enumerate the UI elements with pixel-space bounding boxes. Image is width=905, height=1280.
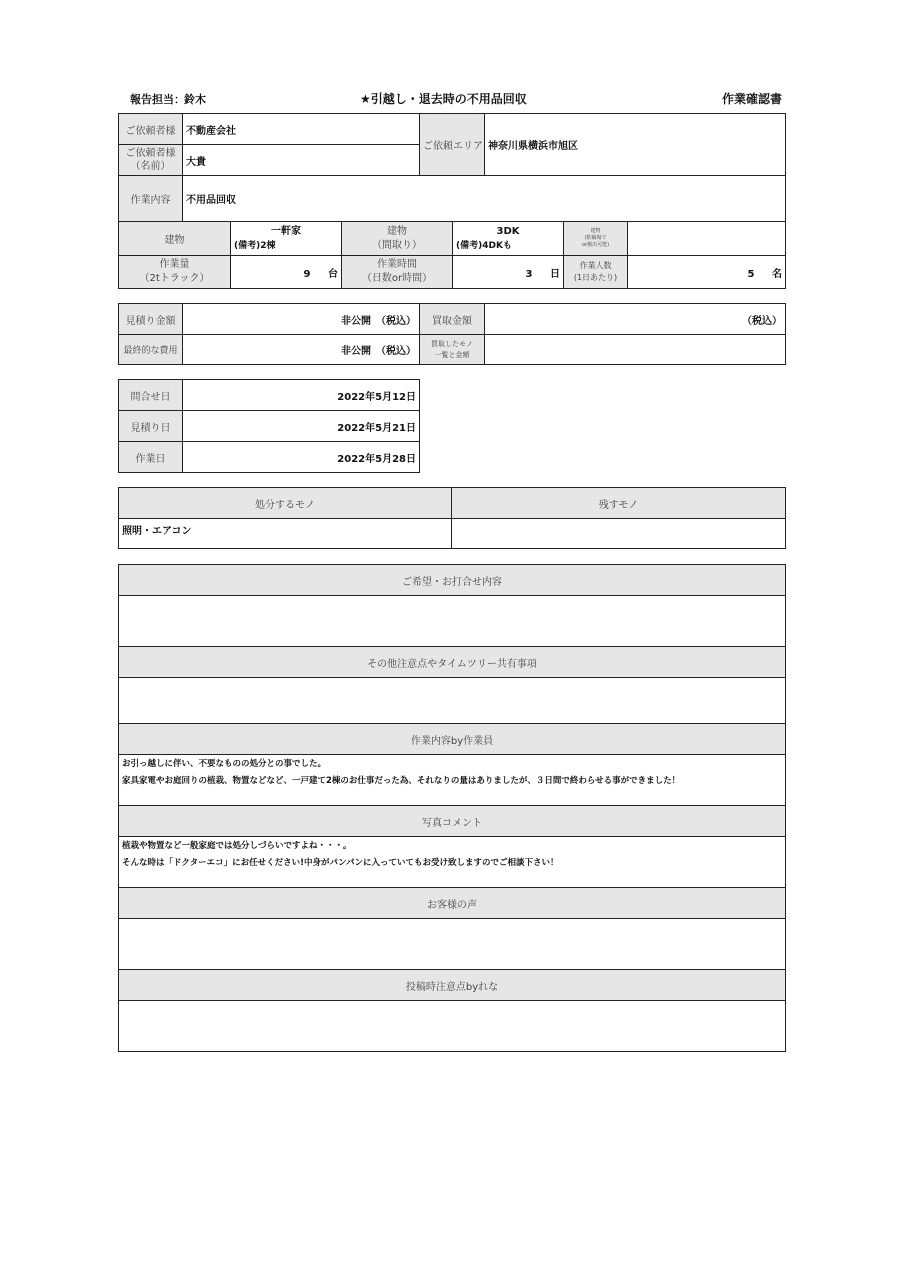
building-note: (備考)2棟 bbox=[234, 240, 276, 251]
extra-label-line3: or搬出可能) bbox=[581, 242, 610, 248]
photo-line1: 植栽や物置など一般家庭では処分しづらいですよね・・・。 bbox=[122, 841, 352, 851]
posting-body bbox=[119, 1001, 786, 1052]
volume-label bbox=[119, 256, 231, 289]
inquiry-date-label: 問合せ日 bbox=[119, 380, 183, 411]
estimate-label: 見積り金額 bbox=[119, 304, 183, 335]
staff-value: 5 bbox=[747, 268, 755, 280]
time-label bbox=[342, 256, 453, 289]
volume-unit: 台 bbox=[328, 268, 338, 280]
worker-body bbox=[119, 755, 786, 806]
reporter-label: 報告担当： bbox=[130, 93, 185, 106]
final-label: 最終的な費用 bbox=[119, 335, 183, 365]
estimate-value: 非公開 （税込） bbox=[183, 304, 420, 335]
staff-label bbox=[564, 256, 628, 289]
estimate-date-label: 見積り日 bbox=[119, 411, 183, 442]
building-type: 一軒家 bbox=[271, 225, 301, 237]
client-info-table bbox=[118, 113, 786, 222]
posting-title: 投稿時注意点byれな bbox=[119, 970, 786, 1001]
volume-label-line2: （2tトラック） bbox=[139, 273, 210, 284]
extra-label bbox=[564, 222, 628, 256]
layout-label-line1: 建物 bbox=[387, 225, 407, 237]
dates-table bbox=[118, 379, 420, 473]
layout-note: (備考)4DKも bbox=[456, 240, 512, 251]
layout-label bbox=[342, 222, 453, 256]
purchase-items-label bbox=[420, 335, 485, 365]
area-label: ご依頼エリア bbox=[420, 114, 485, 176]
worker-line1: お引っ越しに伴い、不要なものの処分との事でした。 bbox=[122, 759, 327, 769]
client-name-label bbox=[119, 145, 183, 176]
photo-title: 写真コメント bbox=[119, 806, 786, 837]
client-name-label-line1: ご依頼者様 bbox=[125, 148, 176, 159]
layout-value: 3DK bbox=[496, 225, 520, 237]
purchase-items-label-line2: 一覧と金額 bbox=[434, 350, 470, 359]
area-value: 神奈川県横浜市旭区 bbox=[485, 114, 786, 176]
client-label: ご依頼者様 bbox=[119, 114, 183, 145]
client-name-value: 大貴 bbox=[183, 145, 420, 176]
inquiry-date-value: 2022年5月12日 bbox=[183, 380, 420, 411]
layout-label-line2: （間取り） bbox=[372, 239, 422, 251]
extra-label-line2: (駐輪場で bbox=[584, 235, 607, 241]
work-label: 作業内容 bbox=[119, 176, 183, 222]
items-table bbox=[118, 487, 786, 549]
notes-body bbox=[119, 678, 786, 724]
reporter-name: 鈴木 bbox=[184, 93, 206, 106]
dispose-value: 照明・エアコン bbox=[119, 519, 452, 549]
voice-title: お客様の声 bbox=[119, 888, 786, 919]
layout-cell bbox=[453, 222, 564, 256]
document-type: 作業確認書 bbox=[722, 92, 783, 106]
time-unit: 日 bbox=[550, 268, 560, 280]
building-cell bbox=[231, 222, 342, 256]
extra-value bbox=[628, 222, 786, 256]
photo-line2: そんな時は「ドクターエコ」にお任せください!中身がパンパンに入っていてもお受け致しますのでご相談下さい！ bbox=[122, 858, 559, 868]
time-value: 3 bbox=[525, 268, 533, 280]
volume-value: 9 bbox=[303, 268, 311, 280]
work-value: 不用品回収 bbox=[183, 176, 786, 222]
staff-unit: 名 bbox=[772, 268, 782, 280]
purchase-items-label-line1: 買取したモノ bbox=[431, 339, 473, 348]
time-cell bbox=[453, 256, 564, 289]
estimate-date-value: 2022年5月21日 bbox=[183, 411, 420, 442]
work-date-label: 作業日 bbox=[119, 442, 183, 473]
pricing-table bbox=[118, 303, 786, 365]
notes-title: その他注意点やタイムツリー共有事項 bbox=[119, 647, 786, 678]
building-table bbox=[118, 221, 786, 289]
time-label-line2: （日数or時間） bbox=[361, 273, 433, 284]
sections-table bbox=[118, 564, 786, 1052]
wishes-body bbox=[119, 596, 786, 647]
keep-label: 残すモノ bbox=[452, 488, 786, 519]
voice-body bbox=[119, 919, 786, 970]
volume-label-line1: 作業量 bbox=[159, 259, 190, 270]
worker-line2: 家具家電やお庭回りの植栽、物置などなど、一戸建て2棟のお仕事だった為、それなりの量はありましたが、３日間で終わらせる事ができました！ bbox=[122, 776, 681, 786]
final-value: 非公開 （税込） bbox=[183, 335, 420, 365]
work-date-value: 2022年5月28日 bbox=[183, 442, 420, 473]
purchase-value: （税込） bbox=[485, 304, 786, 335]
wishes-title: ご希望・お打合せ内容 bbox=[119, 565, 786, 596]
document-title: ★引越し・退去時の不用品回収 bbox=[360, 92, 527, 106]
worker-title: 作業内容by作業員 bbox=[119, 724, 786, 755]
client-name-label-line2: （名前） bbox=[130, 161, 171, 172]
extra-label-line1: 建物 bbox=[590, 228, 601, 234]
staff-label-line2: (1日あたり) bbox=[573, 273, 618, 282]
staff-label-line1: 作業人数 bbox=[579, 261, 612, 270]
volume-cell bbox=[231, 256, 342, 289]
keep-value bbox=[452, 519, 786, 549]
client-value: 不動産会社 bbox=[183, 114, 420, 145]
building-label: 建物 bbox=[119, 222, 231, 256]
purchase-items-value bbox=[485, 335, 786, 365]
time-label-line1: 作業時間 bbox=[377, 259, 417, 270]
staff-cell bbox=[628, 256, 786, 289]
photo-body bbox=[119, 837, 786, 888]
purchase-label: 買取金額 bbox=[420, 304, 485, 335]
dispose-label: 処分するモノ bbox=[119, 488, 452, 519]
